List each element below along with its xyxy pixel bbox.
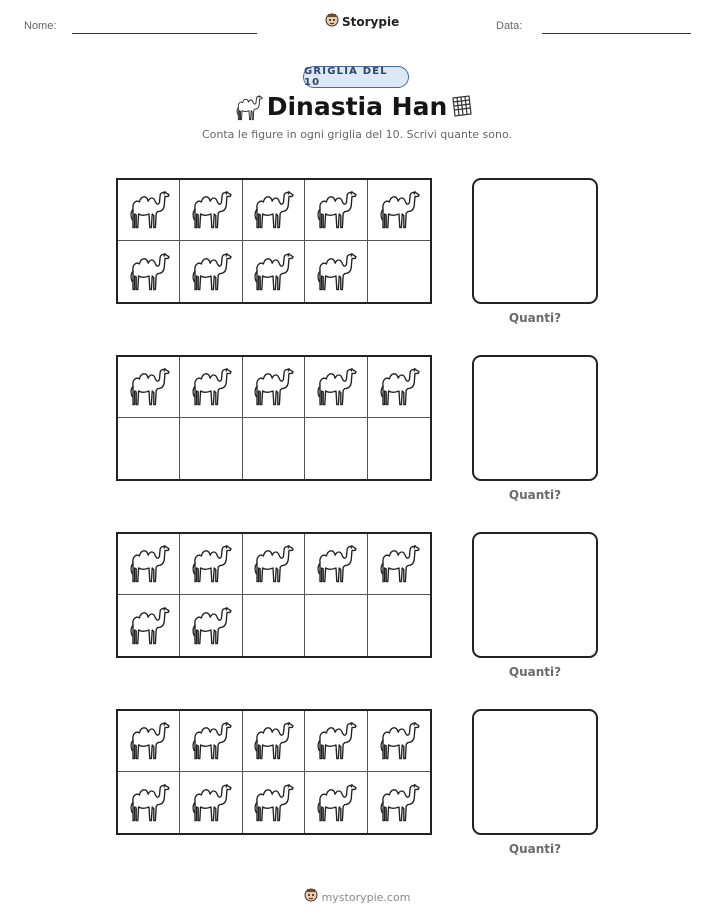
grid-cell xyxy=(180,180,242,241)
answer-label: Quanti? xyxy=(508,665,562,679)
camel-icon xyxy=(187,718,235,764)
grid-cell xyxy=(368,418,430,479)
brand-name: Storypie xyxy=(342,15,400,29)
answer-label: Quanti? xyxy=(508,842,562,856)
camel-icon xyxy=(249,249,297,295)
camel-icon xyxy=(187,603,235,649)
grid-cell xyxy=(305,534,367,595)
grid-cell xyxy=(243,595,305,656)
grid-cell xyxy=(368,241,430,302)
camel-icon xyxy=(375,541,423,587)
grid-cell xyxy=(243,772,305,833)
camel-icon xyxy=(249,718,297,764)
ten-frame-grid xyxy=(116,178,432,304)
instructions: Conta le figure in ogni griglia del 10. Scrivi quante sono. xyxy=(201,128,512,141)
grid-cell xyxy=(243,241,305,302)
camel-icon xyxy=(125,187,173,233)
camel-icon xyxy=(187,780,235,826)
camel-icon xyxy=(249,187,297,233)
camel-icon xyxy=(312,249,360,295)
grid-icon xyxy=(450,95,474,121)
answer-box[interactable] xyxy=(472,178,598,304)
page-title: Dinastia Han xyxy=(266,92,448,121)
camel-icon xyxy=(125,603,173,649)
grid-cell xyxy=(243,711,305,772)
grid-cell xyxy=(243,534,305,595)
camel-icon xyxy=(187,187,235,233)
grid-cell xyxy=(180,241,242,302)
grid-cell xyxy=(305,241,367,302)
ten-frame-grid xyxy=(116,709,432,835)
camel-icon xyxy=(249,780,297,826)
camel-icon xyxy=(312,541,360,587)
grid-cell xyxy=(243,418,305,479)
camel-icon xyxy=(187,364,235,410)
grid-cell xyxy=(305,418,367,479)
grid-cell xyxy=(368,357,430,418)
footer-url: mystorypie.com xyxy=(321,890,411,904)
grid-cell xyxy=(118,418,180,479)
grid-cell xyxy=(368,711,430,772)
camel-icon xyxy=(125,249,173,295)
answer-box[interactable] xyxy=(472,532,598,658)
camel-icon xyxy=(312,718,360,764)
camel-icon xyxy=(187,541,235,587)
camel-icon xyxy=(375,718,423,764)
grid-cell xyxy=(368,595,430,656)
storypie-logo-icon xyxy=(304,887,318,907)
answer-box[interactable] xyxy=(472,355,598,481)
grid-cell xyxy=(368,772,430,833)
grid-cell xyxy=(243,180,305,241)
brand xyxy=(325,12,399,32)
camel-icon xyxy=(375,780,423,826)
ten-frame-grid xyxy=(116,355,432,481)
camel-icon xyxy=(249,364,297,410)
grid-cell xyxy=(118,711,180,772)
grid-cell xyxy=(180,534,242,595)
grid-cell xyxy=(305,357,367,418)
camel-icon xyxy=(125,541,173,587)
grid-cell xyxy=(118,241,180,302)
storypie-logo-icon xyxy=(325,12,339,32)
camel-icon xyxy=(312,187,360,233)
grid-cell xyxy=(305,595,367,656)
ten-frame-grid xyxy=(116,532,432,658)
grid-cell xyxy=(305,772,367,833)
grid-cell xyxy=(368,534,430,595)
answer-box[interactable] xyxy=(472,709,598,835)
grid-cell xyxy=(180,357,242,418)
grid-cell xyxy=(180,711,242,772)
grid-cell xyxy=(118,180,180,241)
grid-cell xyxy=(243,357,305,418)
camel-icon xyxy=(125,780,173,826)
grid-cell xyxy=(118,357,180,418)
camel-icon xyxy=(375,364,423,410)
name-label: Nome: xyxy=(24,20,57,32)
camel-icon xyxy=(125,364,173,410)
worksheet-type-badge: GRIGLIA DEL 10 xyxy=(303,66,409,88)
footer xyxy=(0,887,714,907)
grid-cell xyxy=(180,772,242,833)
camel-icon xyxy=(375,187,423,233)
grid-cell xyxy=(180,595,242,656)
grid-cell xyxy=(368,180,430,241)
grid-cell xyxy=(118,772,180,833)
date-label: Data: xyxy=(496,20,523,32)
name-line[interactable] xyxy=(72,33,257,34)
camel-icon xyxy=(312,364,360,410)
grid-cell xyxy=(305,711,367,772)
grid-cell xyxy=(305,180,367,241)
grid-cell xyxy=(180,418,242,479)
grid-cell xyxy=(118,595,180,656)
answer-label: Quanti? xyxy=(508,488,562,502)
camel-icon xyxy=(187,249,235,295)
answer-label: Quanti? xyxy=(508,311,562,325)
camel-icon xyxy=(312,780,360,826)
grid-cell xyxy=(118,534,180,595)
camel-icon xyxy=(249,541,297,587)
camel-icon xyxy=(125,718,173,764)
date-line[interactable] xyxy=(542,33,691,34)
